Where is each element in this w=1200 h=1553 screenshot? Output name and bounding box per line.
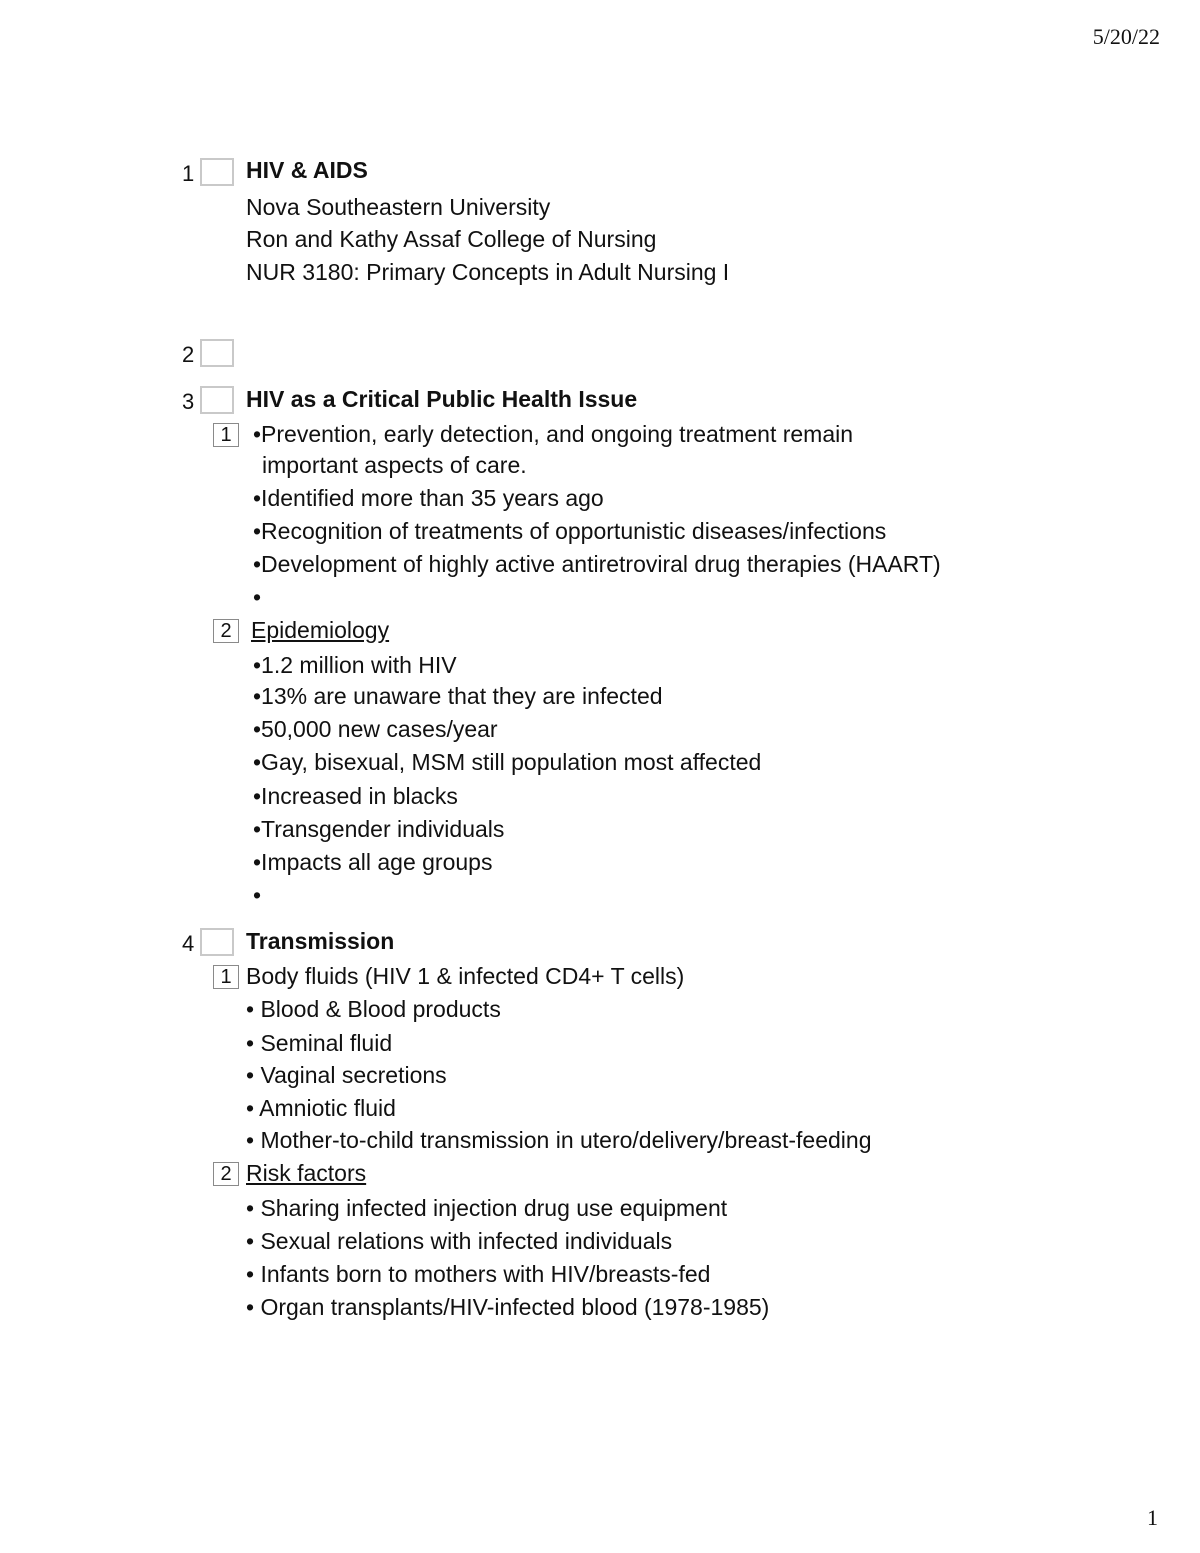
subtitle-line: Nova Southeastern University [246, 194, 551, 220]
section-heading: Epidemiology [251, 617, 390, 643]
bullet-item: •Development of highly active antiretroviral drug therapies (HAART) [253, 551, 941, 577]
slide-title: Transmission [246, 928, 395, 954]
bullet-item: •Increased in blacks [253, 783, 458, 809]
subslide-index: 1 [213, 423, 239, 447]
bullet-item-empty: • [253, 584, 262, 610]
page-number: 1 [1147, 1505, 1158, 1530]
print-date: 5/20/22 [1092, 24, 1160, 49]
subslide-index: 2 [213, 1162, 239, 1186]
slide-thumbnail[interactable] [200, 386, 234, 414]
bullet-item: • Mother-to-child transmission in utero/delivery/breast-feeding [246, 1127, 872, 1153]
bullet-item: •50,000 new cases/year [253, 716, 498, 742]
section-heading: Body fluids (HIV 1 & infected CD4+ T cells) [246, 963, 685, 989]
bullet-item: •Identified more than 35 years ago [253, 485, 604, 511]
bullet-item-empty: • [253, 882, 262, 908]
bullet-item: • Organ transplants/HIV-infected blood (1978-1985) [246, 1294, 770, 1320]
bullet-item: • Sharing infected injection drug use equipment [246, 1195, 728, 1221]
bullet-item: • Vaginal secretions [246, 1062, 447, 1088]
subslide-index: 2 [213, 619, 239, 643]
bullet-item: • Sexual relations with infected individuals [246, 1228, 673, 1254]
bullet-item: • Amniotic fluid [246, 1095, 396, 1121]
slide-number: 2 [182, 342, 195, 367]
slide-number: 3 [182, 389, 195, 414]
bullet-item: •Impacts all age groups [253, 849, 493, 875]
bullet-item: •Transgender individuals [253, 816, 505, 842]
subslide-index: 1 [213, 965, 239, 989]
bullet-item-continued: important aspects of care. [262, 452, 527, 478]
slide-thumbnail[interactable] [200, 158, 234, 186]
bullet-item: • Infants born to mothers with HIV/breasts-fed [246, 1261, 711, 1287]
bullet-item: •Gay, bisexual, MSM still population most affected [253, 749, 762, 775]
bullet-item: • Seminal fluid [246, 1030, 393, 1056]
bullet-item: •13% are unaware that they are infected [253, 683, 663, 709]
section-heading: Risk factors [246, 1160, 367, 1186]
slide-number: 4 [182, 931, 195, 956]
bullet-item: •Prevention, early detection, and ongoing treatment remain [253, 421, 854, 447]
slide-title: HIV as a Critical Public Health Issue [246, 386, 638, 412]
slide-number: 1 [182, 161, 195, 186]
slide-thumbnail[interactable] [200, 928, 234, 956]
bullet-item: •Recognition of treatments of opportunistic diseases/infections [253, 518, 887, 544]
subtitle-line: Ron and Kathy Assaf College of Nursing [246, 226, 657, 252]
slide-title: HIV & AIDS [246, 157, 368, 183]
bullet-item: •1.2 million with HIV [253, 652, 457, 678]
slide-thumbnail[interactable] [200, 339, 234, 367]
bullet-item: • Blood & Blood products [246, 996, 501, 1022]
subtitle-line: NUR 3180: Primary Concepts in Adult Nursing I [246, 259, 730, 285]
